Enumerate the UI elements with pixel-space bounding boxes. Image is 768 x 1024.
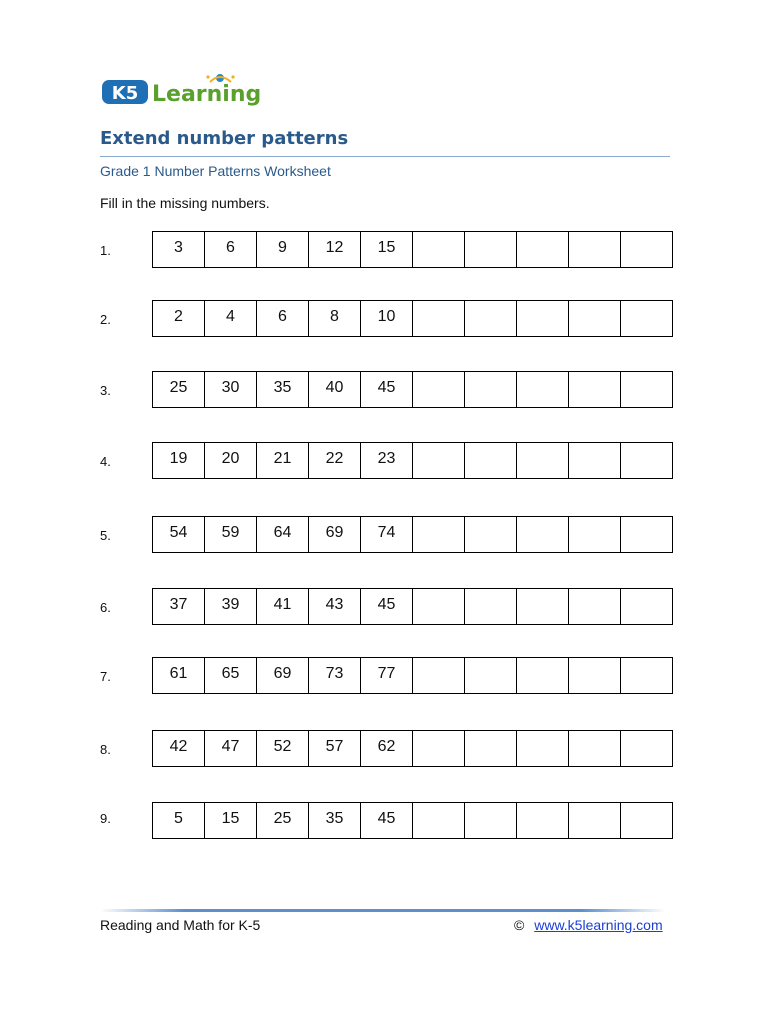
given-number-cell — [153, 442, 205, 479]
missing-number-cell[interactable] — [569, 588, 621, 625]
missing-number-cell[interactable] — [621, 588, 673, 625]
given-number-cell — [309, 657, 361, 694]
cell-value: 65 — [221, 664, 240, 682]
missing-number-cell[interactable] — [621, 300, 673, 337]
missing-number-cell[interactable] — [413, 730, 465, 767]
given-number-cell — [309, 802, 361, 839]
missing-number-cell[interactable] — [569, 371, 621, 408]
missing-number-cell[interactable] — [413, 802, 465, 839]
missing-number-cell[interactable] — [569, 657, 621, 694]
cell-value: 43 — [325, 595, 344, 613]
cell-value: 74 — [377, 523, 396, 541]
given-number-cell — [205, 442, 257, 479]
given-number-cell — [309, 516, 361, 553]
problem-row — [0, 231, 768, 271]
missing-number-cell[interactable] — [517, 442, 569, 479]
footer-tagline: Reading and Math for K-5 — [100, 917, 261, 933]
copyright-symbol: © — [514, 917, 525, 933]
number-sequence-boxes — [152, 516, 673, 553]
given-number-cell — [309, 442, 361, 479]
given-number-cell — [309, 588, 361, 625]
cell-value: 41 — [273, 595, 292, 613]
cell-value: 45 — [377, 809, 396, 827]
given-number-cell — [309, 300, 361, 337]
cell-value: 73 — [325, 664, 344, 682]
given-number-cell — [257, 516, 309, 553]
missing-number-cell[interactable] — [517, 300, 569, 337]
cell-value: 39 — [221, 595, 240, 613]
number-sequence-boxes — [152, 442, 673, 479]
number-sequence-boxes — [152, 730, 673, 767]
cell-value: 47 — [221, 737, 240, 755]
problem-number: 7. — [100, 669, 111, 684]
missing-number-cell[interactable] — [517, 657, 569, 694]
footer-copyright — [514, 917, 663, 933]
missing-number-cell[interactable] — [621, 371, 673, 408]
given-number-cell — [361, 802, 413, 839]
missing-number-cell[interactable] — [465, 442, 517, 479]
cell-value: 45 — [377, 595, 396, 613]
missing-number-cell[interactable] — [621, 730, 673, 767]
cell-value: 2 — [174, 307, 183, 325]
given-number-cell — [257, 802, 309, 839]
title-divider — [100, 156, 670, 157]
given-number-cell — [153, 300, 205, 337]
given-number-cell — [205, 516, 257, 553]
number-sequence-boxes — [152, 300, 673, 337]
cell-value: 22 — [325, 449, 344, 467]
missing-number-cell[interactable] — [517, 588, 569, 625]
given-number-cell — [153, 516, 205, 553]
problem-number: 1. — [100, 243, 111, 258]
given-number-cell — [153, 231, 205, 268]
cell-value: 8 — [330, 307, 339, 325]
missing-number-cell[interactable] — [413, 442, 465, 479]
cell-value: 52 — [273, 737, 292, 755]
given-number-cell — [257, 730, 309, 767]
missing-number-cell[interactable] — [465, 730, 517, 767]
cell-value: 25 — [273, 809, 292, 827]
given-number-cell — [205, 300, 257, 337]
given-number-cell — [257, 371, 309, 408]
missing-number-cell[interactable] — [465, 231, 517, 268]
instruction-text: Fill in the missing numbers. — [100, 195, 270, 211]
problem-row — [0, 802, 768, 842]
missing-number-cell[interactable] — [413, 300, 465, 337]
given-number-cell — [257, 442, 309, 479]
cell-value: 21 — [273, 449, 292, 467]
worksheet-subtitle: Grade 1 Number Patterns Worksheet — [100, 163, 331, 179]
missing-number-cell[interactable] — [413, 371, 465, 408]
missing-number-cell[interactable] — [465, 371, 517, 408]
problem-number: 2. — [100, 312, 111, 327]
missing-number-cell[interactable] — [569, 300, 621, 337]
missing-number-cell[interactable] — [465, 802, 517, 839]
number-sequence-boxes — [152, 657, 673, 694]
missing-number-cell[interactable] — [517, 371, 569, 408]
cell-value: 4 — [226, 307, 235, 325]
missing-number-cell[interactable] — [465, 588, 517, 625]
cell-value: 23 — [377, 449, 396, 467]
cell-value: 30 — [221, 378, 240, 396]
cell-value: 77 — [377, 664, 396, 682]
given-number-cell — [361, 371, 413, 408]
missing-number-cell[interactable] — [413, 516, 465, 553]
given-number-cell — [153, 371, 205, 408]
given-number-cell — [361, 657, 413, 694]
missing-number-cell[interactable] — [465, 657, 517, 694]
problem-row — [0, 300, 768, 340]
missing-number-cell[interactable] — [517, 802, 569, 839]
page-title: Extend number patterns — [100, 128, 349, 149]
website-link[interactable]: www.k5learning.com — [534, 917, 663, 933]
cell-value: 69 — [325, 523, 344, 541]
given-number-cell — [205, 657, 257, 694]
given-number-cell — [309, 730, 361, 767]
given-number-cell — [205, 802, 257, 839]
given-number-cell — [205, 730, 257, 767]
cell-value: 15 — [221, 809, 240, 827]
given-number-cell — [257, 300, 309, 337]
given-number-cell — [205, 588, 257, 625]
cell-value: 35 — [273, 378, 292, 396]
given-number-cell — [361, 442, 413, 479]
number-sequence-boxes — [152, 802, 673, 839]
cell-value: 10 — [377, 307, 396, 325]
cell-value: 6 — [278, 307, 287, 325]
problem-number: 6. — [100, 600, 111, 615]
missing-number-cell[interactable] — [465, 516, 517, 553]
k5-learning-logo — [100, 70, 260, 112]
missing-number-cell[interactable] — [569, 516, 621, 553]
given-number-cell — [309, 231, 361, 268]
given-number-cell — [361, 730, 413, 767]
problem-row — [0, 657, 768, 697]
cell-value: 42 — [169, 737, 188, 755]
cell-value: 6 — [226, 238, 235, 256]
given-number-cell — [153, 588, 205, 625]
missing-number-cell[interactable] — [569, 730, 621, 767]
given-number-cell — [361, 588, 413, 625]
cell-value: 62 — [377, 737, 396, 755]
cell-value: 54 — [169, 523, 188, 541]
given-number-cell — [309, 371, 361, 408]
problem-number: 9. — [100, 811, 111, 826]
cell-value: 12 — [325, 238, 344, 256]
given-number-cell — [361, 300, 413, 337]
cell-value: 3 — [174, 238, 183, 256]
given-number-cell — [257, 588, 309, 625]
given-number-cell — [257, 657, 309, 694]
problem-number: 5. — [100, 528, 111, 543]
missing-number-cell[interactable] — [413, 588, 465, 625]
cell-value: 15 — [377, 238, 396, 256]
cell-value: 64 — [273, 523, 292, 541]
given-number-cell — [205, 371, 257, 408]
problem-row — [0, 730, 768, 770]
given-number-cell — [205, 231, 257, 268]
cell-value: 61 — [169, 664, 188, 682]
cell-value: 35 — [325, 809, 344, 827]
missing-number-cell[interactable] — [621, 657, 673, 694]
given-number-cell — [153, 802, 205, 839]
cell-value: 20 — [221, 449, 240, 467]
problem-number: 4. — [100, 454, 111, 469]
missing-number-cell[interactable] — [465, 300, 517, 337]
given-number-cell — [153, 730, 205, 767]
cell-value: 59 — [221, 523, 240, 541]
missing-number-cell[interactable] — [517, 730, 569, 767]
given-number-cell — [361, 516, 413, 553]
problem-row — [0, 442, 768, 482]
cell-value: 69 — [273, 664, 292, 682]
cell-value: 45 — [377, 378, 396, 396]
missing-number-cell[interactable] — [517, 231, 569, 268]
cell-value: 9 — [278, 238, 287, 256]
cell-value: 57 — [325, 737, 344, 755]
problem-number: 8. — [100, 742, 111, 757]
number-sequence-boxes — [152, 588, 673, 625]
missing-number-cell[interactable] — [569, 442, 621, 479]
missing-number-cell[interactable] — [517, 516, 569, 553]
missing-number-cell[interactable] — [413, 231, 465, 268]
cell-value: 19 — [169, 449, 188, 467]
given-number-cell — [257, 231, 309, 268]
footer-divider — [100, 909, 666, 912]
missing-number-cell[interactable] — [621, 231, 673, 268]
missing-number-cell[interactable] — [569, 802, 621, 839]
given-number-cell — [361, 231, 413, 268]
cell-value: 5 — [174, 809, 183, 827]
logo-word-text: Learning — [152, 82, 260, 107]
number-sequence-boxes — [152, 231, 673, 268]
problem-number: 3. — [100, 383, 111, 398]
cell-value: 25 — [169, 378, 188, 396]
cell-value: 37 — [169, 595, 188, 613]
cell-value: 40 — [325, 378, 344, 396]
number-sequence-boxes — [152, 371, 673, 408]
missing-number-cell[interactable] — [621, 442, 673, 479]
problem-row — [0, 588, 768, 628]
missing-number-cell[interactable] — [569, 231, 621, 268]
missing-number-cell[interactable] — [621, 802, 673, 839]
problem-row — [0, 516, 768, 556]
problem-row — [0, 371, 768, 411]
missing-number-cell[interactable] — [621, 516, 673, 553]
missing-number-cell[interactable] — [413, 657, 465, 694]
logo-badge-text: K5 — [111, 83, 139, 104]
given-number-cell — [153, 657, 205, 694]
